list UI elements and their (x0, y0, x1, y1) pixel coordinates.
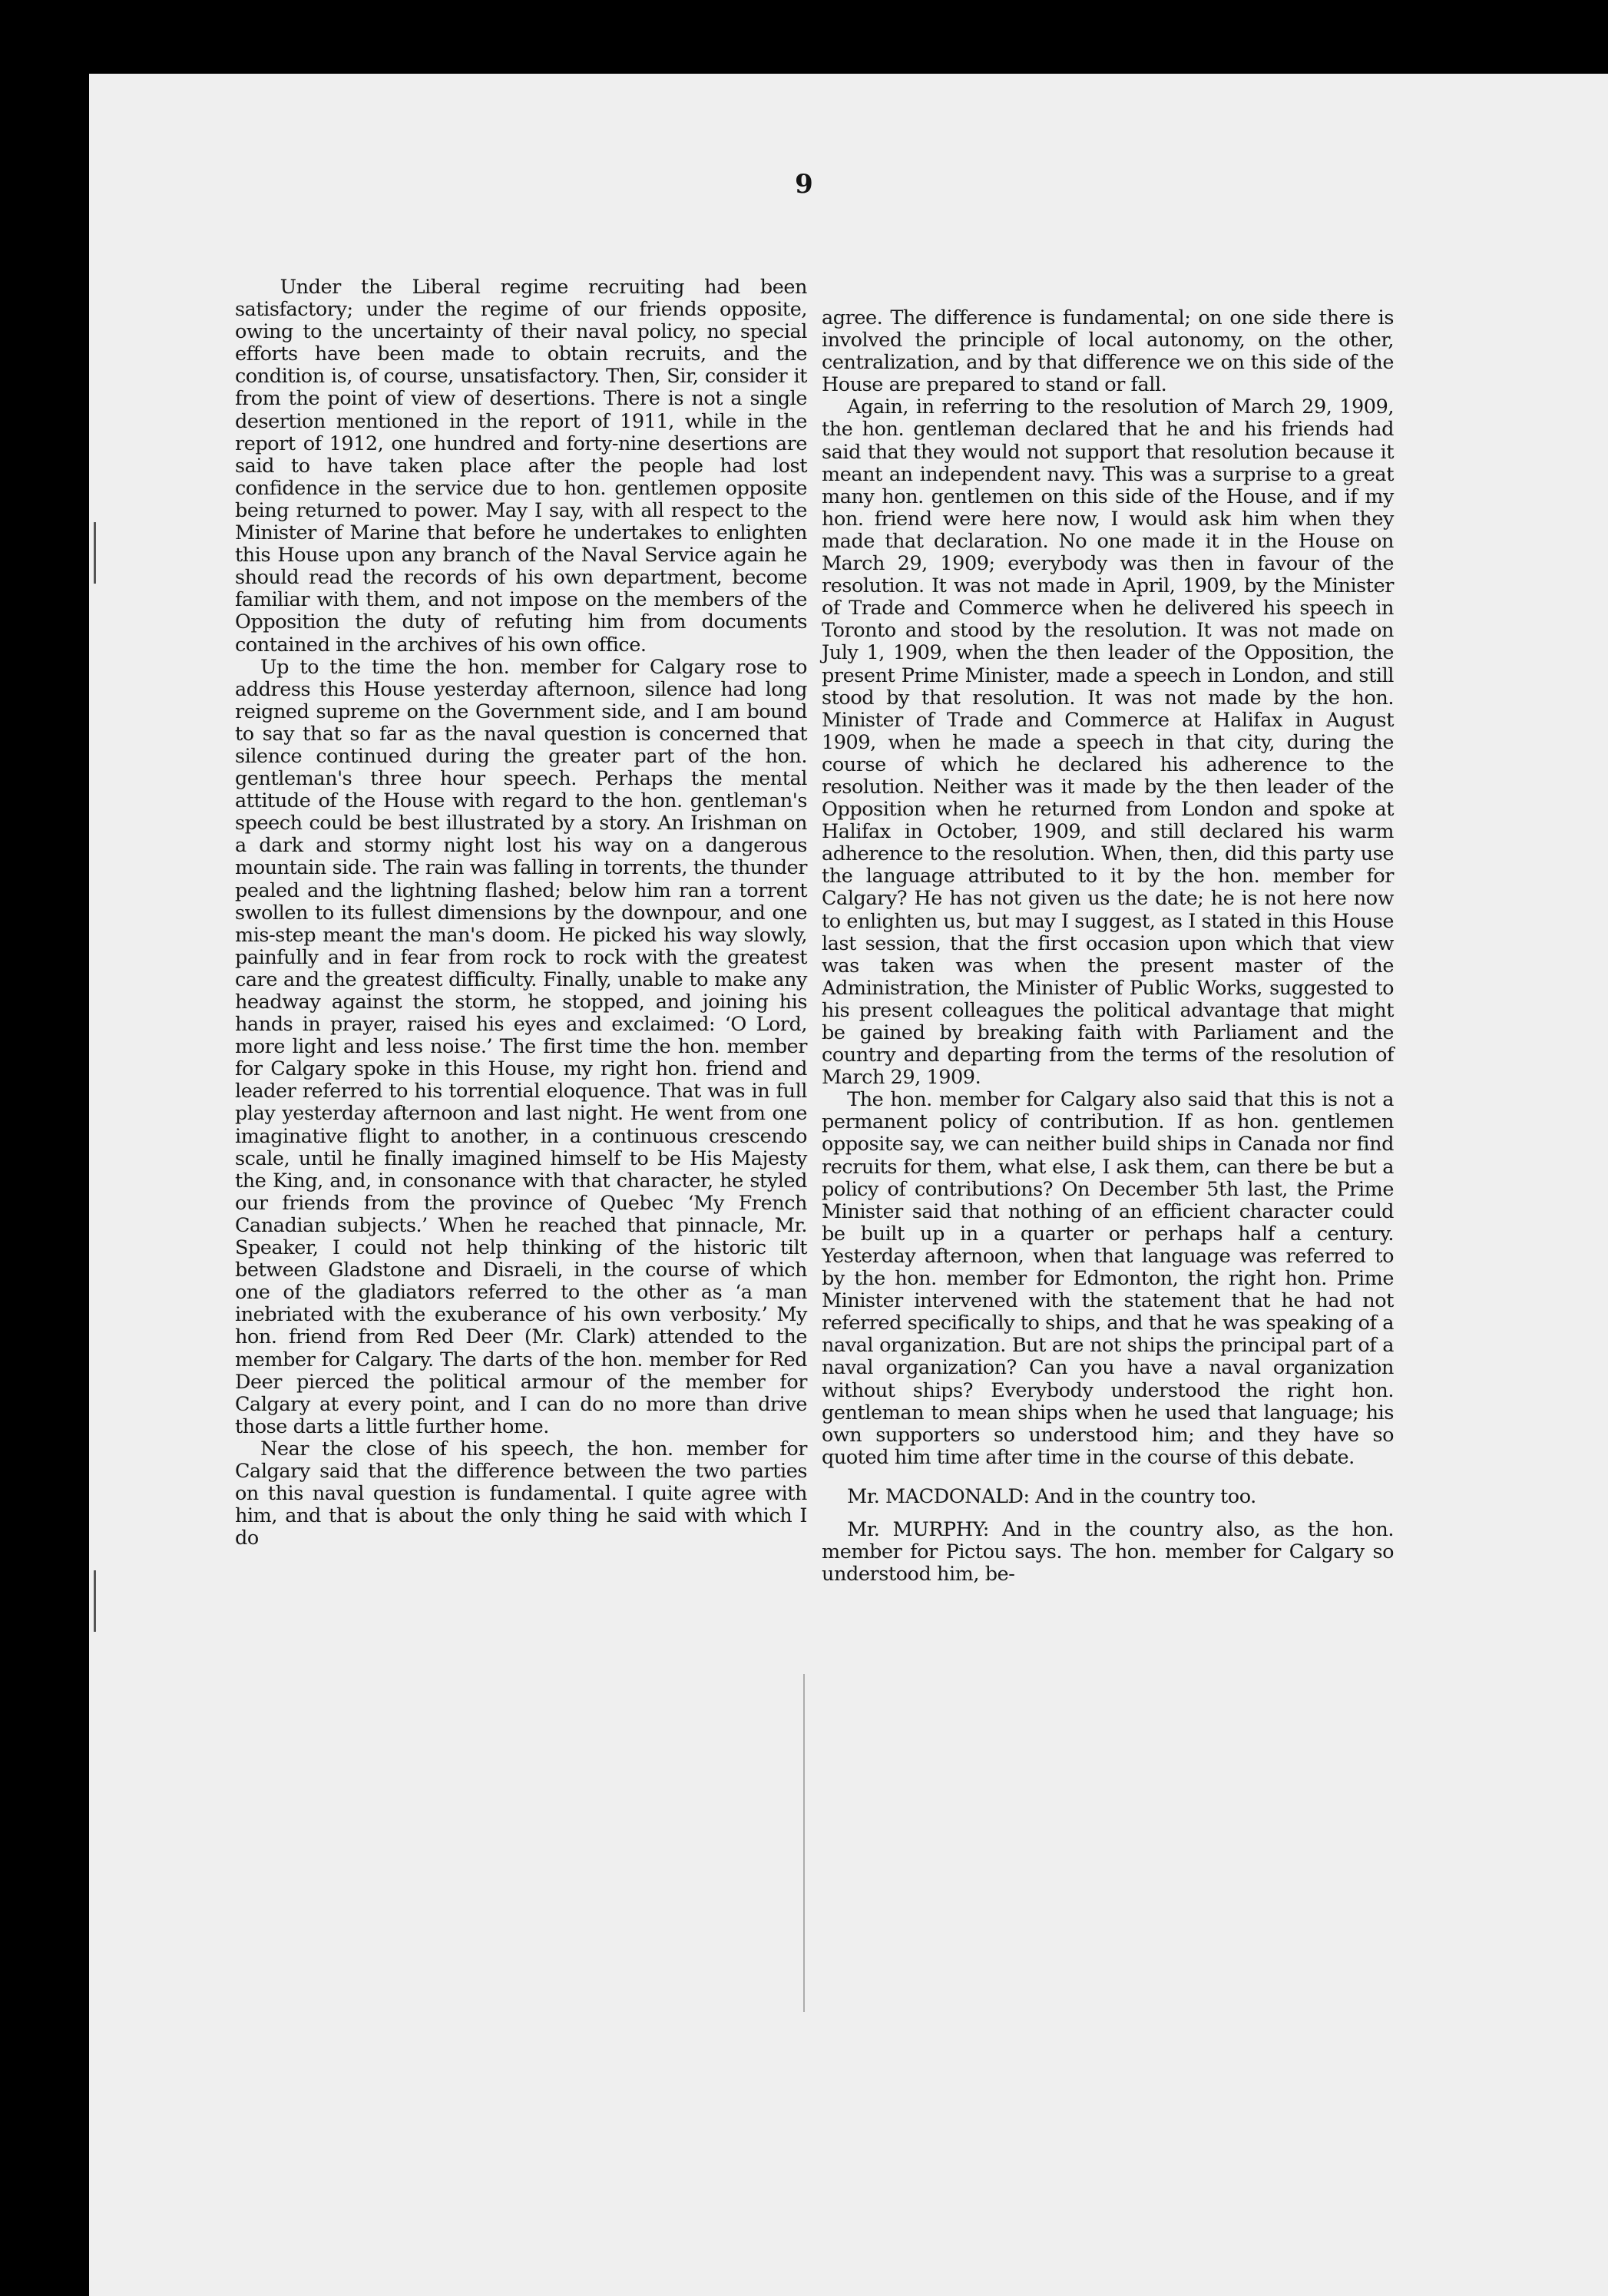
edge-scan-mark (94, 1570, 96, 1632)
paragraph: Up to the time the hon. member for Calgary rose to address this House yesterday afternoon, silence had long reigned supreme on the Government side, and I am bound to say that so far as the naval question is concerned that silence continued during the greater part of the hon. gentleman's three hour speech. Perhaps the mental attitude of the House with regard to the hon. gentleman's speech could be best illustrated by a story. An Irishman on a dark and stormy night lost his way on a dangerous mountain side. The rain was falling in torrents, the thunder pealed and the lightning flashed; below him ran a torrent swollen to its fullest dimensions by the downpour, and one mis-step meant the man's doom. He picked his way slowly, painfully and in fear from rock to rock with the greatest care and the greatest difficulty. Finally, unable to make any headway against the storm, he stopped, and joining his hands in prayer, raised his eyes and exclaimed: ‘O Lord, more light and less noise.’ The first time the hon. member for Calgary spoke in this House, my right hon. friend and leader referred to his torrential eloquence. That was in full play yesterday afternoon and last night. He went from one imaginative flight to another, in a continuous crescendo scale, until he finally imagined himself to be His Majesty the King, and, in consonance with that character, he styled our friends from the province of Quebec ‘My French Canadian subjects.’ When he reached that pinnacle, Mr. Speaker, I could not help thinking of the historic tilt between Gladstone and Disraeli, in the course of which one of the gladiators referred to the other as ‘a man inebriated with the exuberance of his own verbosity.’ My hon. friend from Red Deer (Mr. Clark) attended to the member for Calgary. The darts of the hon. member for Red Deer pierced the political armour of the member for Calgary at every point, and I can do no more than drive those darts a little further home. (235, 655, 807, 1438)
left-column (235, 276, 807, 1550)
speech-macdonald: Mr. MACDONALD: And in the country too. (847, 1484, 1256, 1508)
paragraph: Under the Liberal regime recruiting had been satisfactory; under the regime of our friends opposite, owing to the uncertainty of their naval policy, no special efforts have been made to obtain recruits, and the condition is, of course, unsatisfactory. Then, Sir, consider it from the point of view of desertions. There is not a single desertion mentioned in the report of 1911, while in the report of 1912, one hundred and forty-nine desertions are said to have taken place after the people had lost confidence in the service due to hon. gentlemen opposite being returned to power. May I say, with all respect to the Minister of Marine that before he undertakes to enlighten this House upon any branch of the Naval Service again he should read the records of his own department, become familiar with them, and not impose on the members of the Opposition the duty of refuting him from documents contained in the archives of his own office. (235, 276, 807, 657)
edge-scan-mark (94, 522, 96, 584)
paragraph: The hon. member for Calgary also said that this is not a permanent policy of contribution. If as hon. gentlemen opposite say, we can neither build ships in Canada nor find recruits for them, what else, I ask them, can there be but a policy of contributions? On December 5th last, the Prime Minister said that nothing of an efficient character could be built up in a quarter or perhaps half a century. Yesterday afternoon, when that language was referred to by the hon. member for Edmonton, the right hon. Prime Minister intervened with the statement that he had not referred specifically to ships, and that he was speaking of a naval organization. But are not ships the principal part of a naval organization? Can you have a naval organization without ships? Everybody understood the right hon. gentleman to mean ships when he used that language; his own supporters so understood him; and they have so quoted him time after time in the course of this debate. (822, 1088, 1394, 1469)
right-column (822, 307, 1394, 1589)
paragraph: Near the close of his speech, the hon. member for Calgary said that the difference between the two parties on this naval question is fundamental. I quite agree with him, and that is about the only thing he said with which I do (235, 1437, 807, 1550)
page-number: 9 (795, 169, 813, 200)
speech-murphy: Mr. MURPHY: And in the country also, as the hon. member for Pictou says. The hon. member for Calgary so understood him, be- (822, 1517, 1394, 1586)
column-divider (803, 1674, 805, 2012)
paragraph: agree. The difference is fundamental; on one side there is involved the principle of local autonomy, on the other, centralization, and by that difference we on this side of the House are prepared to stand or fall. (822, 306, 1394, 397)
paragraph: Again, in referring to the resolution of March 29, 1909, the hon. gentleman declared that he and his friends had said that they would not support that resolution because it meant an independent navy. This was a surprise to a great many hon. gentlemen on this side of the House, and if my hon. friend were here now, I would ask him when they made that declaration. No one made it in the House on March 29, 1909; everybody was then in favour of the resolution. It was not made in April, 1909, by the Minister of Trade and Commerce when he delivered his speech in Toronto and stood by the resolution. It was not made on July 1, 1909, when the then leader of the Opposition, the present Prime Minister, made a speech in London, and still stood by that resolution. It was not made by the hon. Minister of Trade and Commerce at Halifax in August 1909, when he made a speech in that city, during the course of which he declared his adherence to the resolution. Neither was it made by the then leader of the Opposition when he returned from London and spoke at Halifax in October, 1909, and still declared his warm adherence to the resolution. When, then, did this party use the language attributed to it by the hon. member for Calgary? He has not given us the date; he is not here now to enlighten us, but may I suggest, as I stated in this House last session, that the first occasion upon which that view was taken was when the present master of the Administration, the Minister of Public Works, suggested to his present colleagues the political advantage that might be gained by breaking faith with Parliament and the country and departing from the terms of the resolution of March 29, 1909. (822, 395, 1394, 1090)
